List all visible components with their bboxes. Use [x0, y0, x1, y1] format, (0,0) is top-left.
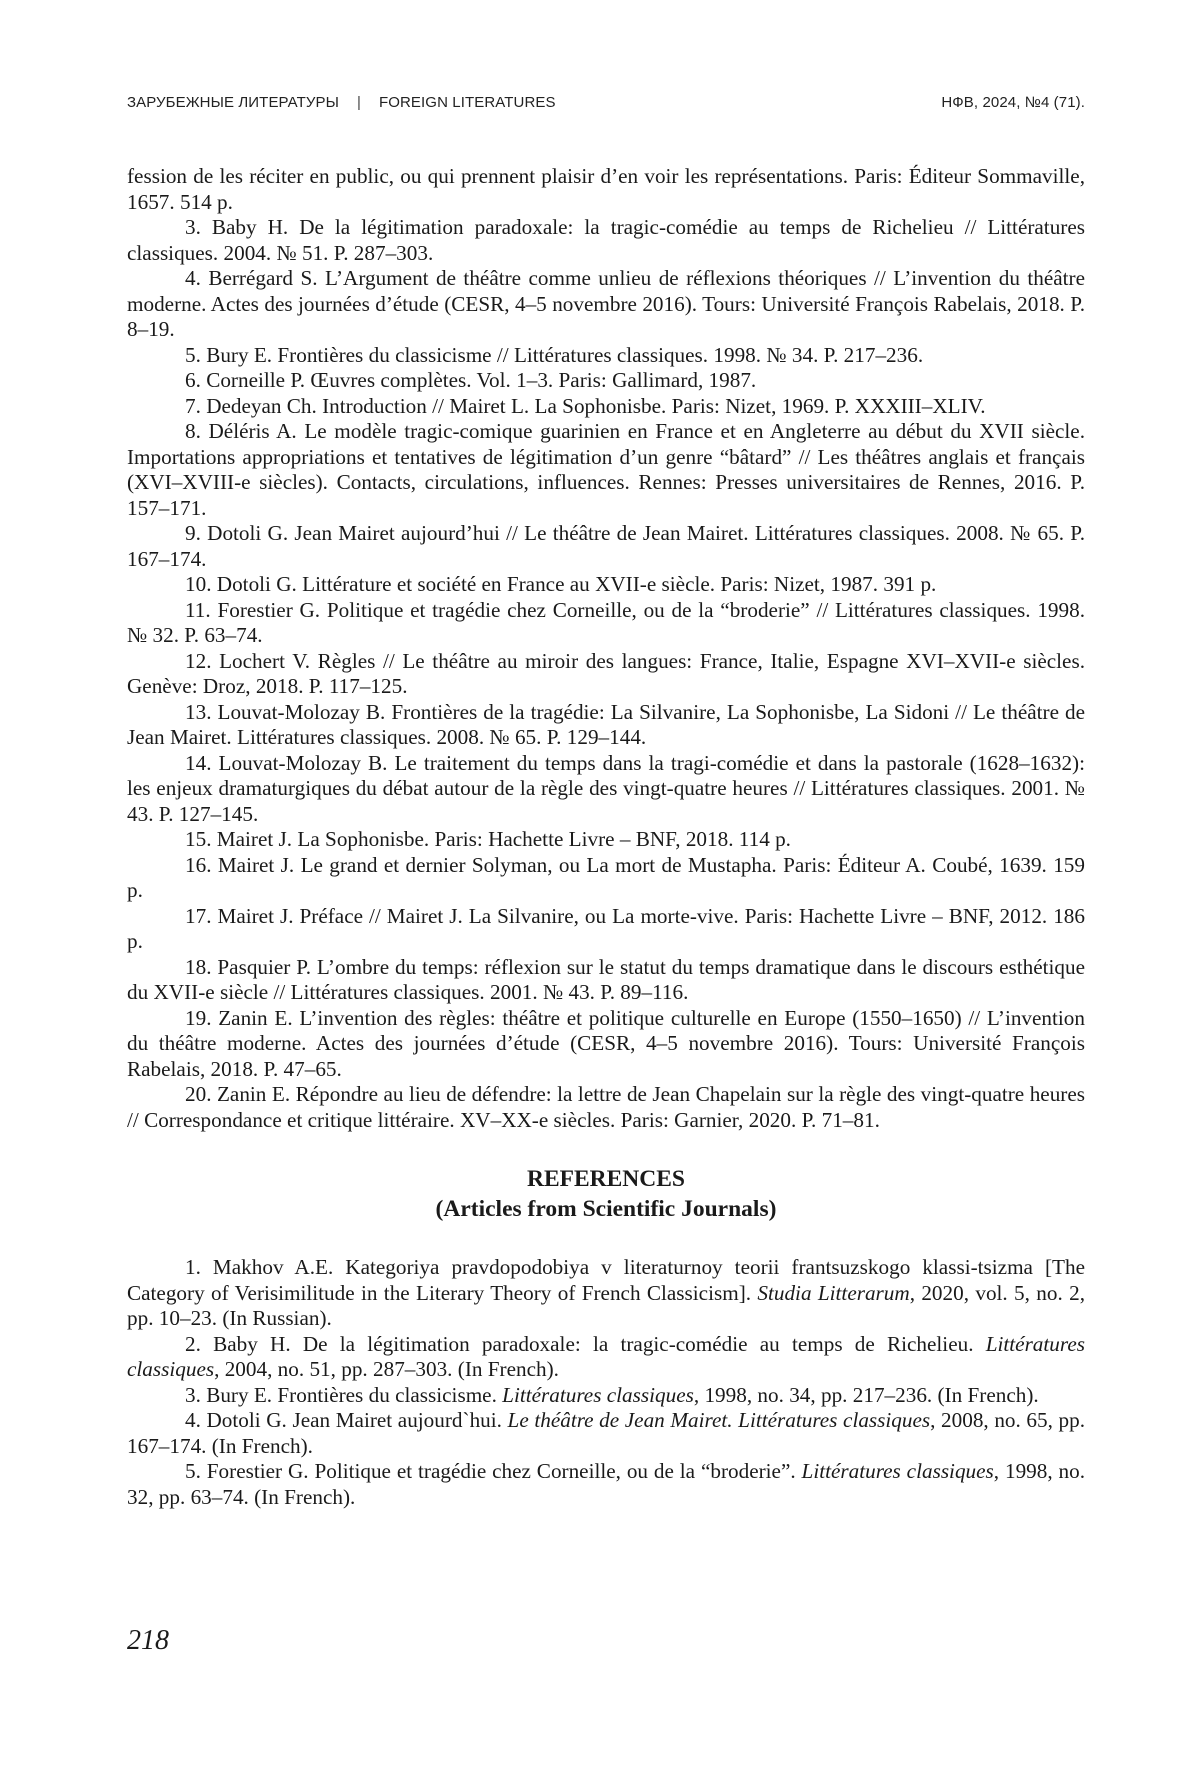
bibliography-entry: 17. Mairet J. Préface // Mairet J. La Silvanire, ou La morte-vive. Paris: Hachette Livre – BNF, 2012. 186 p. [127, 904, 1085, 955]
bibliography-entry: 3. Baby H. De la légitimation paradoxale: la tragic-comédie au temps de Richelieu // Littératures classiques. 2004. № 51. P. 287–303. [127, 215, 1085, 266]
reference-text: 2. Baby H. De la légitimation paradoxale: la tragic-comédie au temps de Richelieu. [185, 1332, 986, 1356]
reference-details: , 1998, no. 32, pp. 63–74. (In French). [127, 1459, 1085, 1509]
bibliography-entry: 20. Zanin E. Répondre au lieu de défendre: la lettre de Jean Chapelain sur la règle des vingt-quatre heures // Correspondance et critique littéraire. XV–XX-e siècles. Paris: Garnier, 2020. P. 71–81. [127, 1082, 1085, 1133]
header-section [127, 94, 556, 111]
reference-source: Littératures classiques [127, 1332, 1085, 1382]
reference-text: 3. Bury E. Frontières du classicisme. [185, 1383, 502, 1407]
bibliography-entry: 9. Dotoli G. Jean Mairet aujourd’hui // Le théâtre de Jean Mairet. Littératures classiques. 2008. № 65. P. 167–174. [127, 521, 1085, 572]
running-header [127, 94, 1085, 116]
reference-source: Le théâtre de Jean Mairet. Littératures classiques [508, 1408, 931, 1432]
bibliography-entry: 10. Dotoli G. Littérature et société en France au XVII-e siècle. Paris: Nizet, 1987. 391 p. [127, 572, 1085, 598]
reference-details: , 2008, no. 65, pp. 167–174. (In French). [127, 1408, 1085, 1458]
header-section-ru: ЗАРУБЕЖНЫЕ ЛИТЕРАТУРЫ [127, 94, 339, 111]
bibliography-continuation: fession de les réciter en public, ou qui prennent plaisir d’en voir les représentations. Paris: Éditeur Sommaville, 1657. 514 p. [127, 164, 1085, 215]
reference-details: , 2020, vol. 5, no. 2, pp. 10–23. (In Russian). [127, 1281, 1085, 1331]
reference-text: 1. Makhov A.E. Kategoriya pravdopodobiya v literaturnoy teorii frantsuzskogo klassi-tsizma [The Category of Verisimilitude in the Literary Theory of French Classicism]. [127, 1255, 1085, 1305]
bibliography-entry: 11. Forestier G. Politique et tragédie chez Corneille, ou de la “broderie” // Littératures classiques. 1998. № 32. P. 63–74. [127, 598, 1085, 649]
journal-page [0, 0, 1200, 1784]
reference-source: Littératures classiques [802, 1459, 994, 1483]
bibliography-entry: 8. Déléris A. Le modèle tragic-comique guarinien en France et en Angleterre au début du XVII siècle. Importations appropriations et tentatives de légitimation d’un genre “bâtard” // Les théâtres anglais et français (XVI–XVIII-e siècles). Contacts, circulations, influences. Rennes: Presses universitaires de Rennes, 2016. P. 157–171. [127, 419, 1085, 521]
reference-entry [127, 1459, 1085, 1510]
bibliography-entry: 15. Mairet J. La Sophonisbe. Paris: Hachette Livre – BNF, 2018. 114 p. [127, 827, 1085, 853]
bibliography-entry: 7. Dedeyan Ch. Introduction // Mairet L. La Sophonisbe. Paris: Nizet, 1969. P. XXXIII–XLIV. [127, 394, 1085, 420]
references-title: REFERENCES [127, 1165, 1085, 1195]
reference-text: 5. Forestier G. Politique et tragédie chez Corneille, ou de la “broderie”. [185, 1459, 802, 1483]
reference-entry [127, 1332, 1085, 1383]
header-separator: | [357, 94, 361, 111]
header-section-en: FOREIGN LITERATURES [379, 94, 556, 111]
reference-entry [127, 1255, 1085, 1332]
reference-details: , 2004, no. 51, pp. 287–303. (In French). [214, 1357, 559, 1381]
reference-details: , 1998, no. 34, pp. 217–236. (In French). [694, 1383, 1039, 1407]
bibliography-list [127, 164, 1085, 1133]
bibliography-entry: 14. Louvat-Molozay B. Le traitement du temps dans la tragi-comédie et dans la pastorale (1628–1632): les enjeux dramaturgiques du débat autour de la règle des vingt-quatre heures // Littératures classiques. 2001. № 43. P. 127–145. [127, 751, 1085, 828]
bibliography-entry: 13. Louvat-Molozay B. Frontières de la tragédie: La Silvanire, La Sophonisbe, La Sidoni // Le théâtre de Jean Mairet. Littératures classiques. 2008. № 65. P. 129–144. [127, 700, 1085, 751]
bibliography-entry: 19. Zanin E. L’invention des règles: théâtre et politique culturelle en Europe (1550–1650) // L’invention du théâtre moderne. Actes des journées d’étude (CESR, 4–5 novembre 2016). Tours: Université François Rabelais, 2018. P. 47–65. [127, 1006, 1085, 1083]
bibliography-entry: 16. Mairet J. Le grand et dernier Solyman, ou La mort de Mustapha. Paris: Éditeur A. Coubé, 1639. 159 p. [127, 853, 1085, 904]
reference-source: Littératures classiques [502, 1383, 694, 1407]
bibliography-entry: 4. Berrégard S. L’Argument de théâtre comme unlieu de réflexions théoriques // L’invention du théâtre moderne. Actes des journées d’étude (CESR, 4–5 novembre 2016). Tours: Université François Rabelais, 2018. P. 8–19. [127, 266, 1085, 343]
references-list [127, 1255, 1085, 1510]
header-journal-issue: НФВ, 2024, №4 (71). [941, 94, 1085, 111]
reference-entry [127, 1408, 1085, 1459]
references-subtitle: (Articles from Scientific Journals) [127, 1195, 1085, 1225]
page-number: 218 [127, 1625, 169, 1657]
reference-entry [127, 1383, 1085, 1409]
main-text [127, 164, 1085, 1510]
reference-text: 4. Dotoli G. Jean Mairet aujourd`hui. [185, 1408, 508, 1432]
bibliography-entry: 5. Bury E. Frontières du classicisme // Littératures classiques. 1998. № 34. P. 217–236. [127, 343, 1085, 369]
reference-source: Studia Litterarum [757, 1281, 909, 1305]
bibliography-entry: 12. Lochert V. Règles // Le théâtre au miroir des langues: France, Italie, Espagne XVI–XVII-e siècles. Genève: Droz, 2018. P. 117–125. [127, 649, 1085, 700]
bibliography-entry: 18. Pasquier P. L’ombre du temps: réflexion sur le statut du temps dramatique dans le discours esthétique du XVII-e siècle // Littératures classiques. 2001. № 43. P. 89–116. [127, 955, 1085, 1006]
bibliography-entry: 6. Corneille P. Œuvres complètes. Vol. 1–3. Paris: Gallimard, 1987. [127, 368, 1085, 394]
